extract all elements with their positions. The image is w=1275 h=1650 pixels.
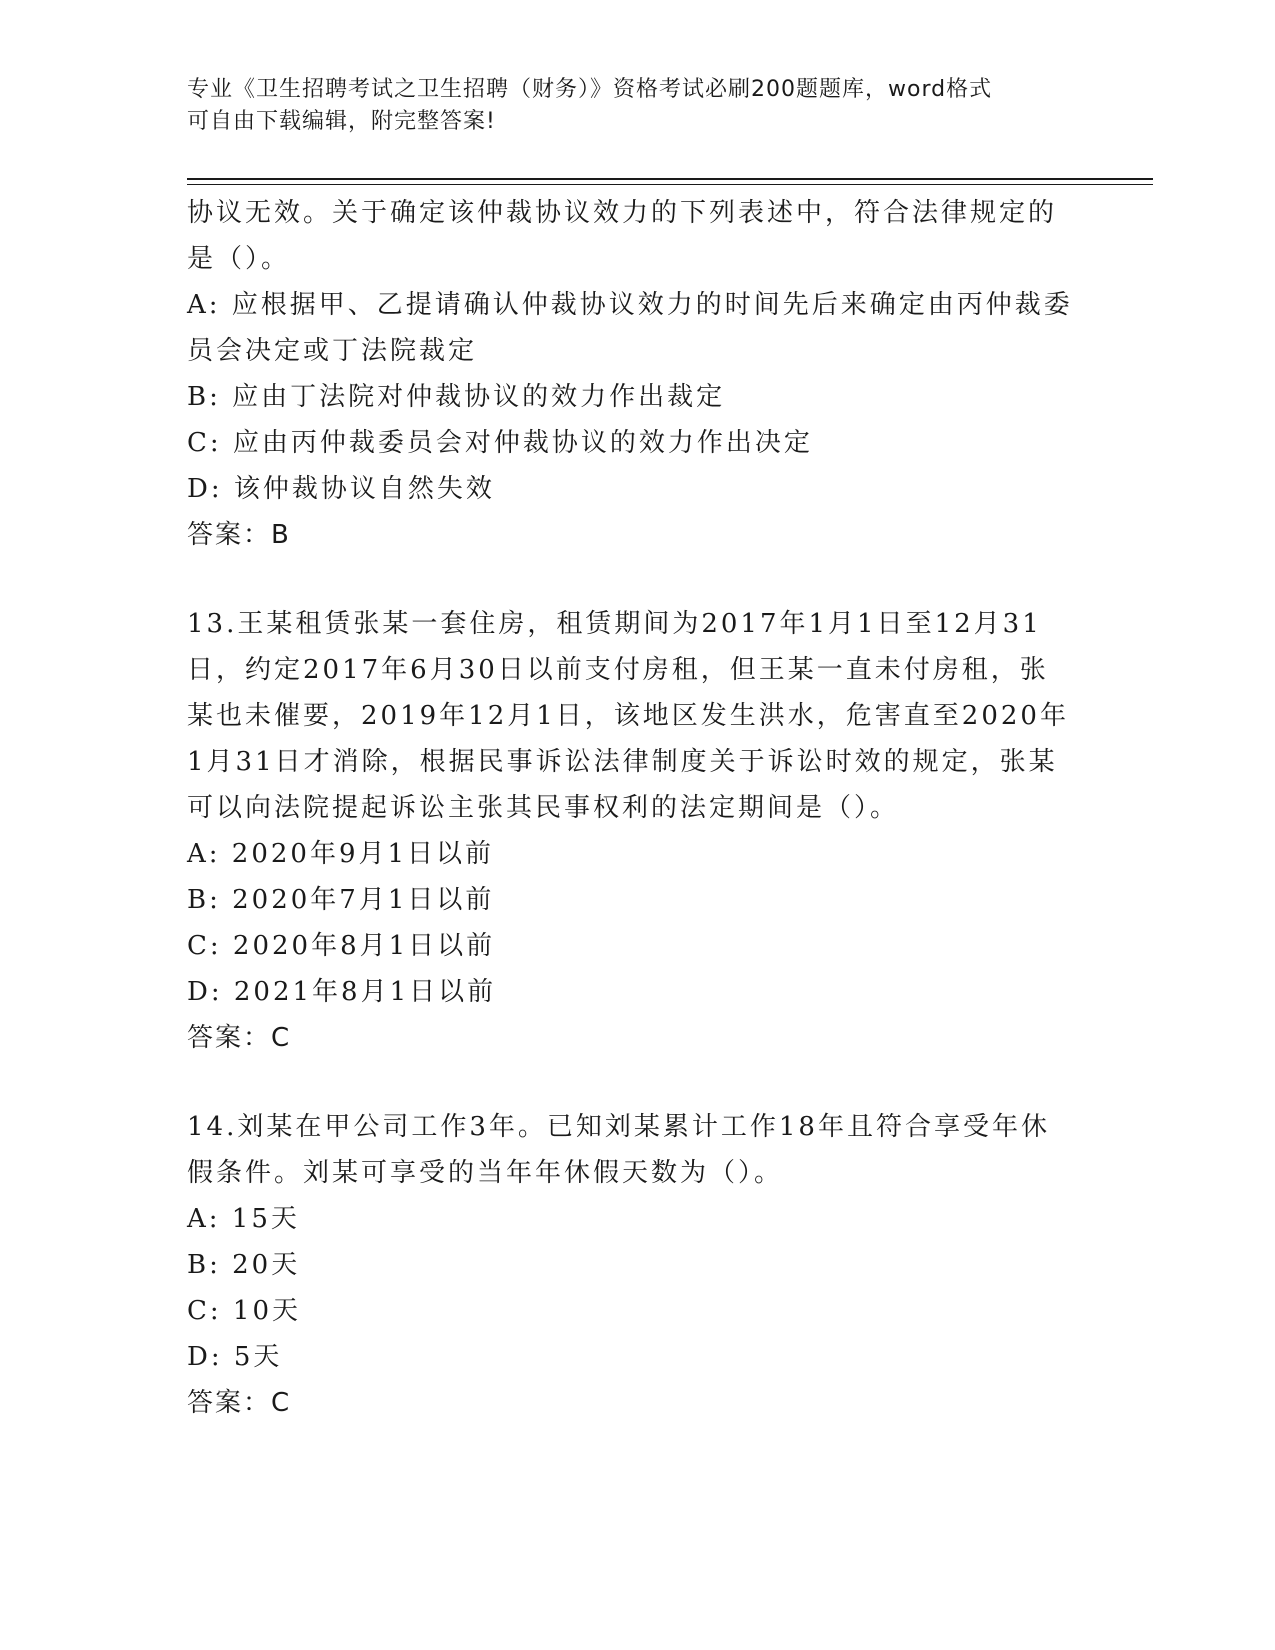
question-stem-line: 协议无效。关于确定该仲裁协议效力的下列表述中，符合法律规定的 [187, 198, 1058, 228]
answer-line: 答案：C [187, 1023, 292, 1053]
question-14 [187, 1104, 1087, 1426]
question-spacer [187, 558, 1087, 601]
option-d: D: 该仲裁协议自然失效 [187, 474, 495, 504]
question-stem-line: 日，约定2017年6月30日以前支付房租，但王某一直未付房租，张 [187, 655, 1049, 685]
answer-line: 答案：C [187, 1388, 292, 1418]
option-b: B: 应由丁法院对仲裁协议的效力作出裁定 [187, 382, 726, 412]
option-b: B: 2020年7月1日以前 [187, 885, 495, 915]
question-stem-line: 13.王某租赁张某一套住房，租赁期间为2017年1月1日至12月31 [187, 609, 1042, 639]
question-stem-line: 可以向法院提起诉讼主张其民事权利的法定期间是（）。 [187, 793, 900, 823]
question-12 [187, 190, 1087, 558]
option-c: C: 2020年8月1日以前 [187, 931, 496, 961]
option-a: A: 15天 [187, 1204, 300, 1234]
option-a-continued: 员会决定或丁法院裁定 [187, 336, 478, 366]
question-stem-line: 是（）。 [187, 244, 291, 274]
question-13 [187, 601, 1087, 1061]
option-c: C: 应由丙仲裁委员会对仲裁协议的效力作出决定 [187, 428, 813, 458]
header-line-1: 专业《卫生招聘考试之卫生招聘（财务）》资格考试必刷200题题库，word格式 [187, 77, 993, 102]
question-stem-line: 假条件。刘某可享受的当年年休假天数为（）。 [187, 1158, 784, 1188]
document-header [187, 74, 1087, 138]
option-a: A: 应根据甲、乙提请确认仲裁协议效力的时间先后来确定由丙仲裁委 [187, 290, 1073, 320]
option-d: D: 5天 [187, 1342, 283, 1372]
header-divider-thick [187, 178, 1153, 180]
header-line-2: 可自由下载编辑，附完整答案! [187, 109, 496, 134]
question-spacer [187, 1061, 1087, 1104]
option-c: C: 10天 [187, 1296, 302, 1326]
option-d: D: 2021年8月1日以前 [187, 977, 497, 1007]
question-stem-line: 1月31日才消除，根据民事诉讼法律制度关于诉讼时效的规定，张某 [187, 747, 1058, 777]
question-list [187, 190, 1087, 1426]
answer-line: 答案：B [187, 520, 291, 550]
question-stem-line: 某也未催要，2019年12月1日，该地区发生洪水，危害直至2020年 [187, 701, 1069, 731]
header-divider-thin [187, 184, 1153, 185]
option-b: B: 20天 [187, 1250, 301, 1280]
option-a: A: 2020年9月1日以前 [187, 839, 495, 869]
question-stem-line: 14.刘某在甲公司工作3年。已知刘某累计工作18年且符合享受年休 [187, 1112, 1050, 1142]
